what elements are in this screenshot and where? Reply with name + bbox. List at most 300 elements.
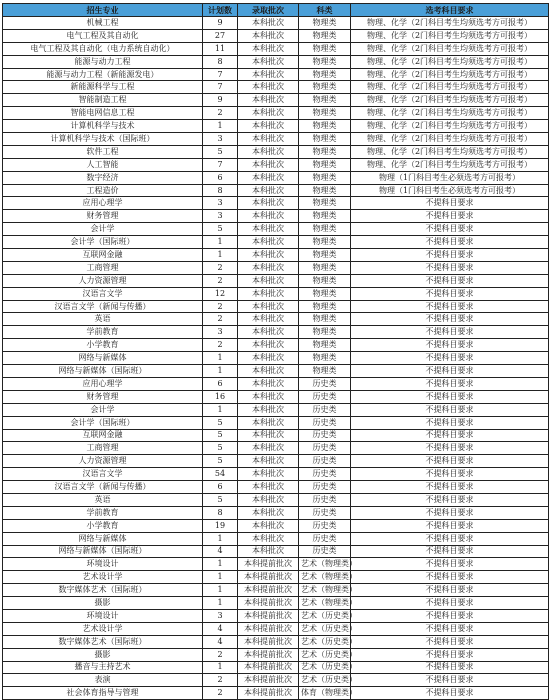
table-row [3,274,549,287]
table-row [3,55,549,68]
admission-batch-cell: 本科批次 [238,236,299,249]
major-cell: 电气工程及其自动化（电力系统自动化） [3,42,203,55]
admission-batch-cell: 本科提前批次 [238,687,299,700]
plan-count-cell: 2 [203,274,238,287]
table-row [3,42,549,55]
subject-category-cell: 物理类 [299,352,351,365]
admission-batch-cell: 本科提前批次 [238,584,299,597]
table-row [3,120,549,133]
admission-batch-cell: 本科提前批次 [238,661,299,674]
table-row [3,687,549,700]
major-cell: 汉语言文学（新闻与传播） [3,481,203,494]
subject-category-cell: 历史类 [299,429,351,442]
admission-batch-cell: 本科批次 [238,145,299,158]
admission-batch-cell: 本科批次 [238,481,299,494]
subject-requirement-cell: 不提科目要求 [351,571,549,584]
major-cell: 软件工程 [3,145,203,158]
major-cell: 智能电网信息工程 [3,107,203,120]
major-cell: 机械工程 [3,17,203,30]
subject-requirement-cell: 不提科目要求 [351,661,549,674]
subject-requirement-cell: 不提科目要求 [351,584,549,597]
table-row [3,313,549,326]
major-cell: 汉语言文学 [3,287,203,300]
plan-count-cell: 1 [203,571,238,584]
subject-requirement-cell: 不提科目要求 [351,339,549,352]
plan-count-cell: 8 [203,55,238,68]
subject-requirement-cell: 不提科目要求 [351,506,549,519]
table-row [3,597,549,610]
major-cell: 社会体育指导与管理 [3,687,203,700]
header-subject-category: 科类 [299,4,351,17]
plan-count-cell: 16 [203,390,238,403]
table-row [3,584,549,597]
plan-count-cell: 2 [203,687,238,700]
major-cell: 财务管理 [3,390,203,403]
subject-requirement-cell: 不提科目要求 [351,609,549,622]
table-row [3,571,549,584]
plan-count-cell: 2 [203,261,238,274]
major-cell: 学前教育 [3,326,203,339]
major-cell: 数字媒体艺术（国际班） [3,635,203,648]
subject-requirement-cell: 不提科目要求 [351,300,549,313]
admission-batch-cell: 本科批次 [238,403,299,416]
admission-batch-cell: 本科提前批次 [238,648,299,661]
subject-category-cell: 历史类 [299,519,351,532]
admission-batch-cell: 本科批次 [238,506,299,519]
admission-batch-cell: 本科批次 [238,261,299,274]
subject-category-cell: 物理类 [299,158,351,171]
admission-batch-cell: 本科批次 [238,377,299,390]
plan-count-cell: 1 [203,558,238,571]
subject-requirement-cell: 不提科目要求 [351,403,549,416]
major-cell: 计算机科学与技术 [3,120,203,133]
subject-requirement-cell: 物理（1门科目考生必须选考方可报考） [351,171,549,184]
major-cell: 小学教育 [3,519,203,532]
admission-batch-cell: 本科批次 [238,107,299,120]
subject-requirement-cell: 物理、化学（2门科目考生均须选考方可报考） [351,107,549,120]
plan-count-cell: 9 [203,94,238,107]
admission-batch-cell: 本科批次 [238,223,299,236]
plan-count-cell: 2 [203,107,238,120]
subject-requirement-cell: 不提科目要求 [351,545,549,558]
subject-requirement-cell: 不提科目要求 [351,210,549,223]
plan-count-cell: 2 [203,313,238,326]
plan-count-cell: 7 [203,81,238,94]
table-row [3,468,549,481]
admission-batch-cell: 本科提前批次 [238,597,299,610]
plan-count-cell: 5 [203,145,238,158]
subject-category-cell: 物理类 [299,197,351,210]
table-row [3,429,549,442]
table-row [3,545,549,558]
subject-category-cell: 物理类 [299,236,351,249]
subject-requirement-cell: 物理、化学（2门科目考生均须选考方可报考） [351,133,549,146]
subject-category-cell: 体育（物理类） [299,687,351,700]
admission-batch-cell: 本科批次 [238,274,299,287]
major-cell: 应用心理学 [3,197,203,210]
plan-count-cell: 54 [203,468,238,481]
major-cell: 会计学 [3,223,203,236]
plan-count-cell: 6 [203,171,238,184]
subject-requirement-cell: 不提科目要求 [351,674,549,687]
plan-count-cell: 8 [203,184,238,197]
subject-requirement-cell: 物理、化学（2门科目考生均须选考方可报考） [351,158,549,171]
major-cell: 网络与新媒体（国际班） [3,545,203,558]
subject-category-cell: 历史类 [299,390,351,403]
subject-requirement-cell: 不提科目要求 [351,558,549,571]
plan-count-cell: 6 [203,377,238,390]
subject-category-cell: 物理类 [299,184,351,197]
admission-batch-cell: 本科批次 [238,455,299,468]
subject-category-cell: 艺术（物理类） [299,558,351,571]
admission-batch-cell: 本科批次 [238,532,299,545]
table-row [3,145,549,158]
plan-count-cell: 5 [203,455,238,468]
plan-count-cell: 1 [203,352,238,365]
plan-count-cell: 4 [203,635,238,648]
plan-count-cell: 5 [203,223,238,236]
subject-requirement-cell: 不提科目要求 [351,481,549,494]
subject-category-cell: 艺术（历史类） [299,648,351,661]
plan-count-cell: 1 [203,597,238,610]
major-cell: 能源与动力工程（新能源发电） [3,68,203,81]
table-row [3,94,549,107]
subject-category-cell: 物理类 [299,120,351,133]
admission-plan-table [2,3,549,700]
subject-category-cell: 物理类 [299,55,351,68]
admission-batch-cell: 本科提前批次 [238,609,299,622]
admission-batch-cell: 本科批次 [238,81,299,94]
admission-batch-cell: 本科提前批次 [238,622,299,635]
admission-batch-cell: 本科提前批次 [238,674,299,687]
subject-requirement-cell: 物理、化学（2门科目考生均须选考方可报考） [351,120,549,133]
admission-batch-cell: 本科批次 [238,339,299,352]
subject-category-cell: 物理类 [299,261,351,274]
plan-count-cell: 3 [203,326,238,339]
plan-count-cell: 1 [203,532,238,545]
admission-batch-cell: 本科批次 [238,493,299,506]
major-cell: 计算机科学与技术（国际班） [3,133,203,146]
table-row [3,558,549,571]
major-cell: 人力资源管理 [3,274,203,287]
admission-batch-cell: 本科批次 [238,120,299,133]
plan-count-cell: 1 [203,365,238,378]
subject-category-cell: 历史类 [299,416,351,429]
table-row [3,403,549,416]
major-cell: 人力资源管理 [3,455,203,468]
subject-requirement-cell: 不提科目要求 [351,687,549,700]
major-cell: 环境设计 [3,609,203,622]
table-row [3,455,549,468]
plan-count-cell: 1 [203,249,238,262]
header-admission-batch: 录取批次 [238,4,299,17]
table-row [3,223,549,236]
plan-count-cell: 7 [203,158,238,171]
major-cell: 网络与新媒体（国际班） [3,365,203,378]
admission-batch-cell: 本科批次 [238,158,299,171]
subject-category-cell: 物理类 [299,339,351,352]
table-row [3,674,549,687]
subject-requirement-cell: 不提科目要求 [351,597,549,610]
subject-category-cell: 物理类 [299,17,351,30]
subject-category-cell: 物理类 [299,326,351,339]
major-cell: 会计学（国际班） [3,416,203,429]
table-row [3,609,549,622]
subject-requirement-cell: 不提科目要求 [351,287,549,300]
major-cell: 英语 [3,493,203,506]
major-cell: 表演 [3,674,203,687]
admission-batch-cell: 本科批次 [238,300,299,313]
subject-category-cell: 物理类 [299,171,351,184]
admission-batch-cell: 本科批次 [238,68,299,81]
major-cell: 人工智能 [3,158,203,171]
subject-category-cell: 物理类 [299,313,351,326]
subject-requirement-cell: 不提科目要求 [351,326,549,339]
subject-requirement-cell: 物理、化学（2门科目考生均须选考方可报考） [351,81,549,94]
plan-count-cell: 1 [203,403,238,416]
subject-category-cell: 历史类 [299,403,351,416]
subject-requirement-cell: 物理（1门科目考生必须选考方可报考） [351,184,549,197]
plan-count-cell: 1 [203,120,238,133]
plan-count-cell: 3 [203,609,238,622]
header-subject-requirement: 选考科目要求 [351,4,549,17]
major-cell: 互联网金融 [3,249,203,262]
plan-count-cell: 2 [203,648,238,661]
plan-count-cell: 1 [203,236,238,249]
major-cell: 智能制造工程 [3,94,203,107]
major-cell: 网络与新媒体 [3,352,203,365]
subject-category-cell: 艺术（历史类） [299,622,351,635]
major-cell: 英语 [3,313,203,326]
plan-count-cell: 3 [203,133,238,146]
table-row [3,133,549,146]
major-cell: 互联网金融 [3,429,203,442]
admission-batch-cell: 本科批次 [238,390,299,403]
subject-requirement-cell: 不提科目要求 [351,274,549,287]
major-cell: 财务管理 [3,210,203,223]
subject-category-cell: 物理类 [299,287,351,300]
plan-count-cell: 11 [203,42,238,55]
subject-requirement-cell: 不提科目要求 [351,223,549,236]
subject-category-cell: 物理类 [299,81,351,94]
subject-requirement-cell: 物理、化学（2门科目考生均须选考方可报考） [351,94,549,107]
plan-count-cell: 5 [203,416,238,429]
admission-batch-cell: 本科批次 [238,416,299,429]
subject-requirement-cell: 不提科目要求 [351,236,549,249]
subject-category-cell: 艺术（历史类） [299,674,351,687]
plan-count-cell: 2 [203,674,238,687]
subject-category-cell: 艺术（历史类） [299,635,351,648]
table-row [3,661,549,674]
major-cell: 数字经济 [3,171,203,184]
header-row [3,4,549,17]
subject-category-cell: 历史类 [299,442,351,455]
admission-batch-cell: 本科批次 [238,42,299,55]
table-row [3,326,549,339]
admission-batch-cell: 本科批次 [238,197,299,210]
subject-requirement-cell: 不提科目要求 [351,455,549,468]
subject-category-cell: 物理类 [299,42,351,55]
subject-category-cell: 物理类 [299,29,351,42]
subject-requirement-cell: 不提科目要求 [351,377,549,390]
subject-requirement-cell: 不提科目要求 [351,442,549,455]
subject-requirement-cell: 不提科目要求 [351,390,549,403]
subject-requirement-cell: 物理、化学（2门科目考生均须选考方可报考） [351,68,549,81]
major-cell: 汉语言文学（新闻与传播） [3,300,203,313]
table-row [3,352,549,365]
subject-requirement-cell: 不提科目要求 [351,352,549,365]
subject-category-cell: 物理类 [299,94,351,107]
table-row [3,390,549,403]
table-row [3,481,549,494]
admission-batch-cell: 本科批次 [238,29,299,42]
subject-requirement-cell: 不提科目要求 [351,197,549,210]
subject-category-cell: 物理类 [299,68,351,81]
admission-batch-cell: 本科批次 [238,133,299,146]
subject-category-cell: 物理类 [299,210,351,223]
major-cell: 小学教育 [3,339,203,352]
plan-count-cell: 27 [203,29,238,42]
table-row [3,300,549,313]
subject-requirement-cell: 不提科目要求 [351,622,549,635]
subject-requirement-cell: 不提科目要求 [351,365,549,378]
major-cell: 摄影 [3,597,203,610]
plan-count-cell: 2 [203,300,238,313]
major-cell: 应用心理学 [3,377,203,390]
admission-batch-cell: 本科批次 [238,326,299,339]
plan-count-cell: 5 [203,442,238,455]
table-row [3,158,549,171]
major-cell: 工商管理 [3,442,203,455]
plan-count-cell: 12 [203,287,238,300]
subject-requirement-cell: 不提科目要求 [351,313,549,326]
plan-count-cell: 1 [203,584,238,597]
plan-count-cell: 5 [203,429,238,442]
subject-requirement-cell: 物理、化学（2门科目考生均须选考方可报考） [351,29,549,42]
admission-batch-cell: 本科批次 [238,17,299,30]
major-cell: 新能源科学与工程 [3,81,203,94]
table-row [3,17,549,30]
header-major: 招生专业 [3,4,203,17]
table-row [3,184,549,197]
plan-count-cell: 5 [203,493,238,506]
major-cell: 会计学（国际班） [3,236,203,249]
plan-count-cell: 3 [203,210,238,223]
major-cell: 工程造价 [3,184,203,197]
major-cell: 学前教育 [3,506,203,519]
admission-batch-cell: 本科批次 [238,94,299,107]
subject-requirement-cell: 不提科目要求 [351,635,549,648]
admission-batch-cell: 本科批次 [238,171,299,184]
admission-batch-cell: 本科批次 [238,519,299,532]
table-row [3,339,549,352]
table-row [3,287,549,300]
admission-batch-cell: 本科批次 [238,210,299,223]
subject-category-cell: 历史类 [299,455,351,468]
plan-count-cell: 4 [203,622,238,635]
subject-category-cell: 物理类 [299,274,351,287]
admission-batch-cell: 本科批次 [238,184,299,197]
table-row [3,261,549,274]
subject-category-cell: 物理类 [299,223,351,236]
table-row [3,29,549,42]
subject-category-cell: 物理类 [299,133,351,146]
plan-count-cell: 9 [203,17,238,30]
subject-requirement-cell: 不提科目要求 [351,416,549,429]
table-row [3,171,549,184]
table-row [3,493,549,506]
subject-category-cell: 历史类 [299,481,351,494]
subject-category-cell: 物理类 [299,145,351,158]
major-cell: 艺术设计学 [3,571,203,584]
subject-requirement-cell: 不提科目要求 [351,532,549,545]
major-cell: 工商管理 [3,261,203,274]
admission-batch-cell: 本科批次 [238,442,299,455]
table-row [3,236,549,249]
plan-count-cell: 19 [203,519,238,532]
table-row [3,532,549,545]
admission-batch-cell: 本科提前批次 [238,571,299,584]
subject-category-cell: 艺术（物理类） [299,597,351,610]
subject-requirement-cell: 不提科目要求 [351,429,549,442]
subject-requirement-cell: 物理、化学（2门科目考生均须选考方可报考） [351,145,549,158]
subject-category-cell: 历史类 [299,468,351,481]
subject-requirement-cell: 不提科目要求 [351,648,549,661]
table-row [3,442,549,455]
subject-requirement-cell: 不提科目要求 [351,493,549,506]
major-cell: 会计学 [3,403,203,416]
major-cell: 摄影 [3,648,203,661]
subject-category-cell: 物理类 [299,300,351,313]
table-row [3,365,549,378]
table-row [3,622,549,635]
table-row [3,635,549,648]
subject-requirement-cell: 不提科目要求 [351,519,549,532]
major-cell: 电气工程及其自动化 [3,29,203,42]
subject-category-cell: 艺术（历史类） [299,661,351,674]
table-row [3,648,549,661]
admission-batch-cell: 本科批次 [238,287,299,300]
subject-requirement-cell: 物理、化学（2门科目考生均须选考方可报考） [351,55,549,68]
admission-batch-cell: 本科批次 [238,55,299,68]
subject-category-cell: 物理类 [299,365,351,378]
table-body [3,17,549,700]
admission-batch-cell: 本科批次 [238,545,299,558]
plan-count-cell: 8 [203,506,238,519]
table-row [3,107,549,120]
table-row [3,506,549,519]
subject-category-cell: 历史类 [299,493,351,506]
subject-requirement-cell: 不提科目要求 [351,468,549,481]
subject-requirement-cell: 物理、化学（2门科目考生均须选考方可报考） [351,42,549,55]
subject-category-cell: 艺术（物理类） [299,571,351,584]
subject-category-cell: 历史类 [299,506,351,519]
table-row [3,210,549,223]
admission-batch-cell: 本科提前批次 [238,558,299,571]
subject-category-cell: 历史类 [299,377,351,390]
plan-count-cell: 4 [203,545,238,558]
table-row [3,68,549,81]
major-cell: 环境设计 [3,558,203,571]
admission-batch-cell: 本科批次 [238,313,299,326]
major-cell: 汉语言文学 [3,468,203,481]
subject-category-cell: 历史类 [299,545,351,558]
major-cell: 能源与动力工程 [3,55,203,68]
plan-count-cell: 3 [203,197,238,210]
table-header [3,4,549,17]
subject-category-cell: 历史类 [299,532,351,545]
major-cell: 网络与新媒体 [3,532,203,545]
